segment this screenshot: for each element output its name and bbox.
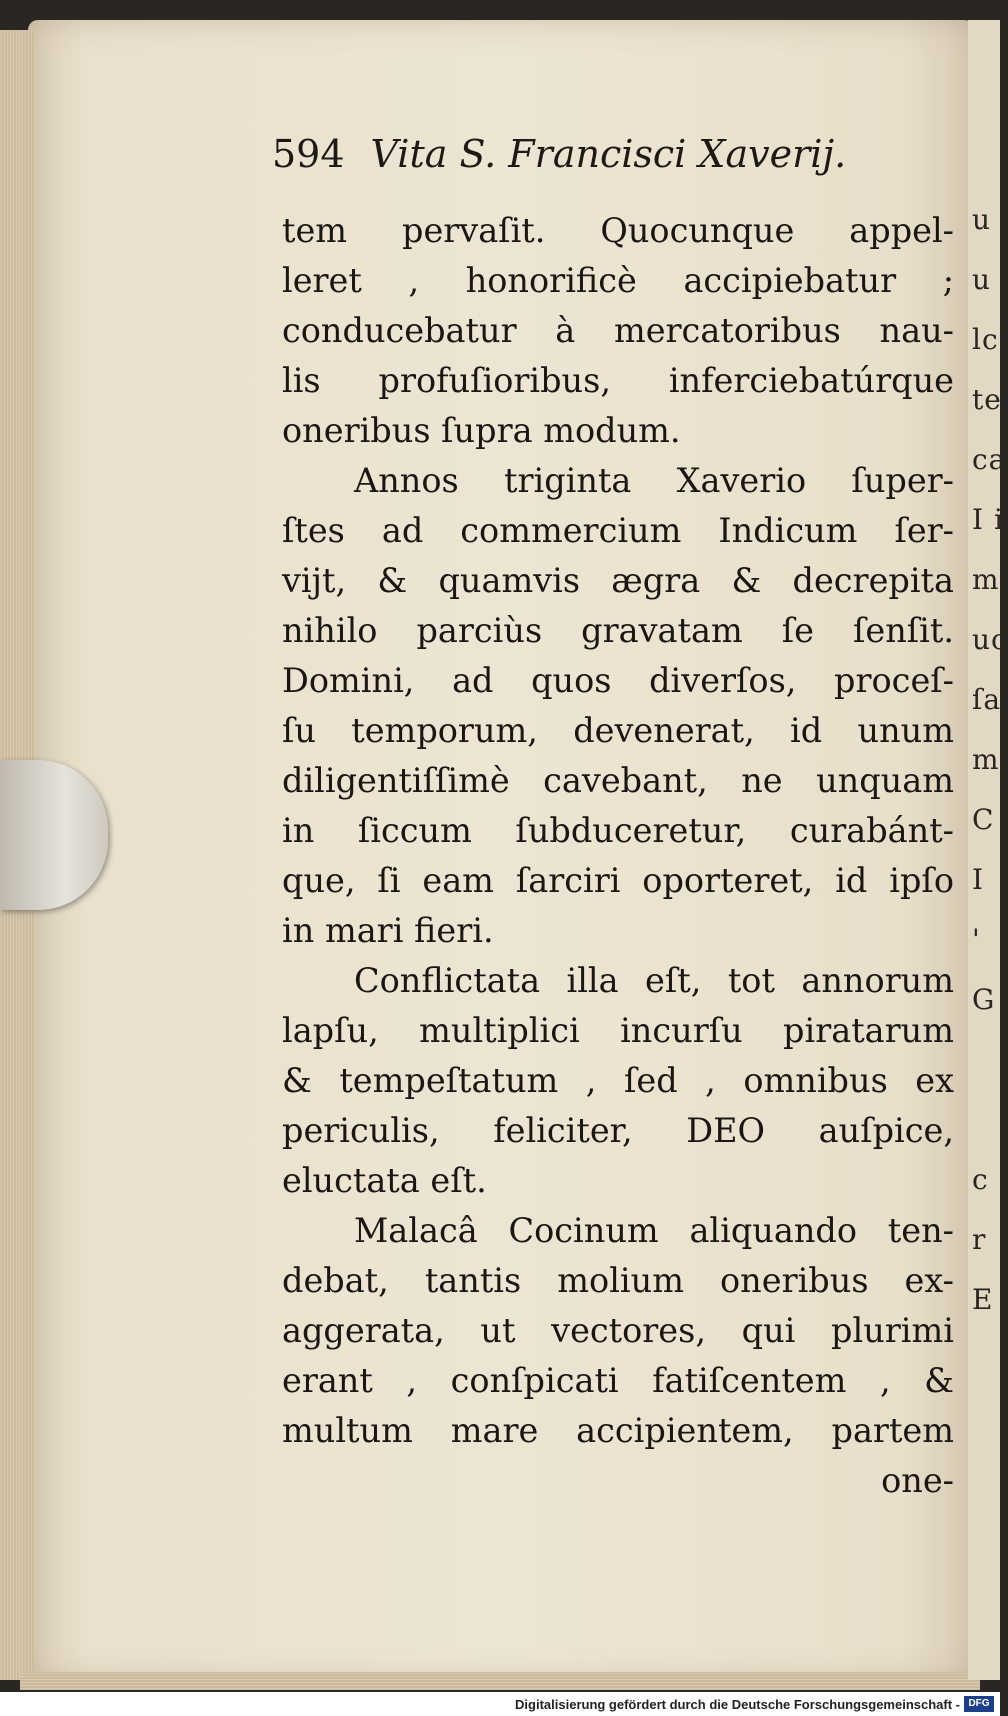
text-line: erant , conſpicati fatiſcentem , &: [282, 1361, 954, 1400]
text-line: Annos triginta Xaverio ſuper-: [354, 461, 954, 500]
text-line: vijt, & quamvis ægra & decrepita: [282, 561, 954, 600]
text-line: ſtes ad commercium Indicum ſer-: [282, 511, 954, 550]
text-line: lapſu, multiplici incurſu piratarum: [282, 1011, 954, 1050]
text-line: oneribus ſupra modum.: [282, 411, 681, 450]
text-line: periculis, feliciter, DEO auſpice,: [282, 1111, 954, 1150]
text-line: debat, tantis molium oneribus ex-: [282, 1261, 954, 1300]
facing-page-fragment: u u lc te ca I i m uc ſa m C I ' G c r E: [972, 203, 1008, 1316]
text-line: & tempeſtatum , ſed , omnibus ex: [282, 1061, 954, 1100]
text-line: eluctata eſt.: [282, 1161, 487, 1200]
text-line: lis profuſioribus, inferciebatúrque: [282, 361, 954, 400]
text-line: in mari fieri.: [282, 911, 494, 950]
text-line: Malacâ Cocinum aliquando ten-: [354, 1211, 954, 1250]
page-stack-bottom-edge: [20, 1672, 980, 1690]
running-title: Vita S. Francisci Xaverij.: [370, 132, 847, 176]
body-text: [282, 206, 954, 1506]
text-line: leret , honorificè accipiebatur ;: [282, 261, 954, 300]
text-line: in ſiccum ſubduceretur, curabánt-: [282, 811, 954, 850]
text-line: multum mare accipientem, partem: [282, 1411, 954, 1450]
text-line: conducebatur à mercatoribus nau-: [282, 311, 954, 350]
text-line: Conflictata illa eſt, tot annorum: [354, 961, 954, 1000]
catchword: one-: [881, 1461, 954, 1500]
text-line: diligentiſſimè cavebant, ne unquam: [282, 761, 954, 800]
text-line: aggerata, ut vectores, qui plurimi: [282, 1311, 954, 1350]
dfg-logo: DFG: [964, 1696, 994, 1712]
text-line: tem pervaſit. Quocunque appel-: [282, 211, 954, 250]
running-head: [272, 132, 847, 182]
text-line: que, ſi eam ſarciri oporteret, id ipſo: [282, 861, 954, 900]
text-line: ſu temporum, devenerat, id unum: [282, 711, 954, 750]
page-number: 594: [272, 132, 345, 176]
funding-credit: Digitalisierung gefördert durch die Deutsche Forschungsgemeinschaft -: [515, 1697, 960, 1712]
text-line: Domini, ad quos diverſos, proceſ-: [282, 661, 954, 700]
text-line: nihilo parciùs gravatam ſe ſenſit.: [282, 611, 954, 650]
